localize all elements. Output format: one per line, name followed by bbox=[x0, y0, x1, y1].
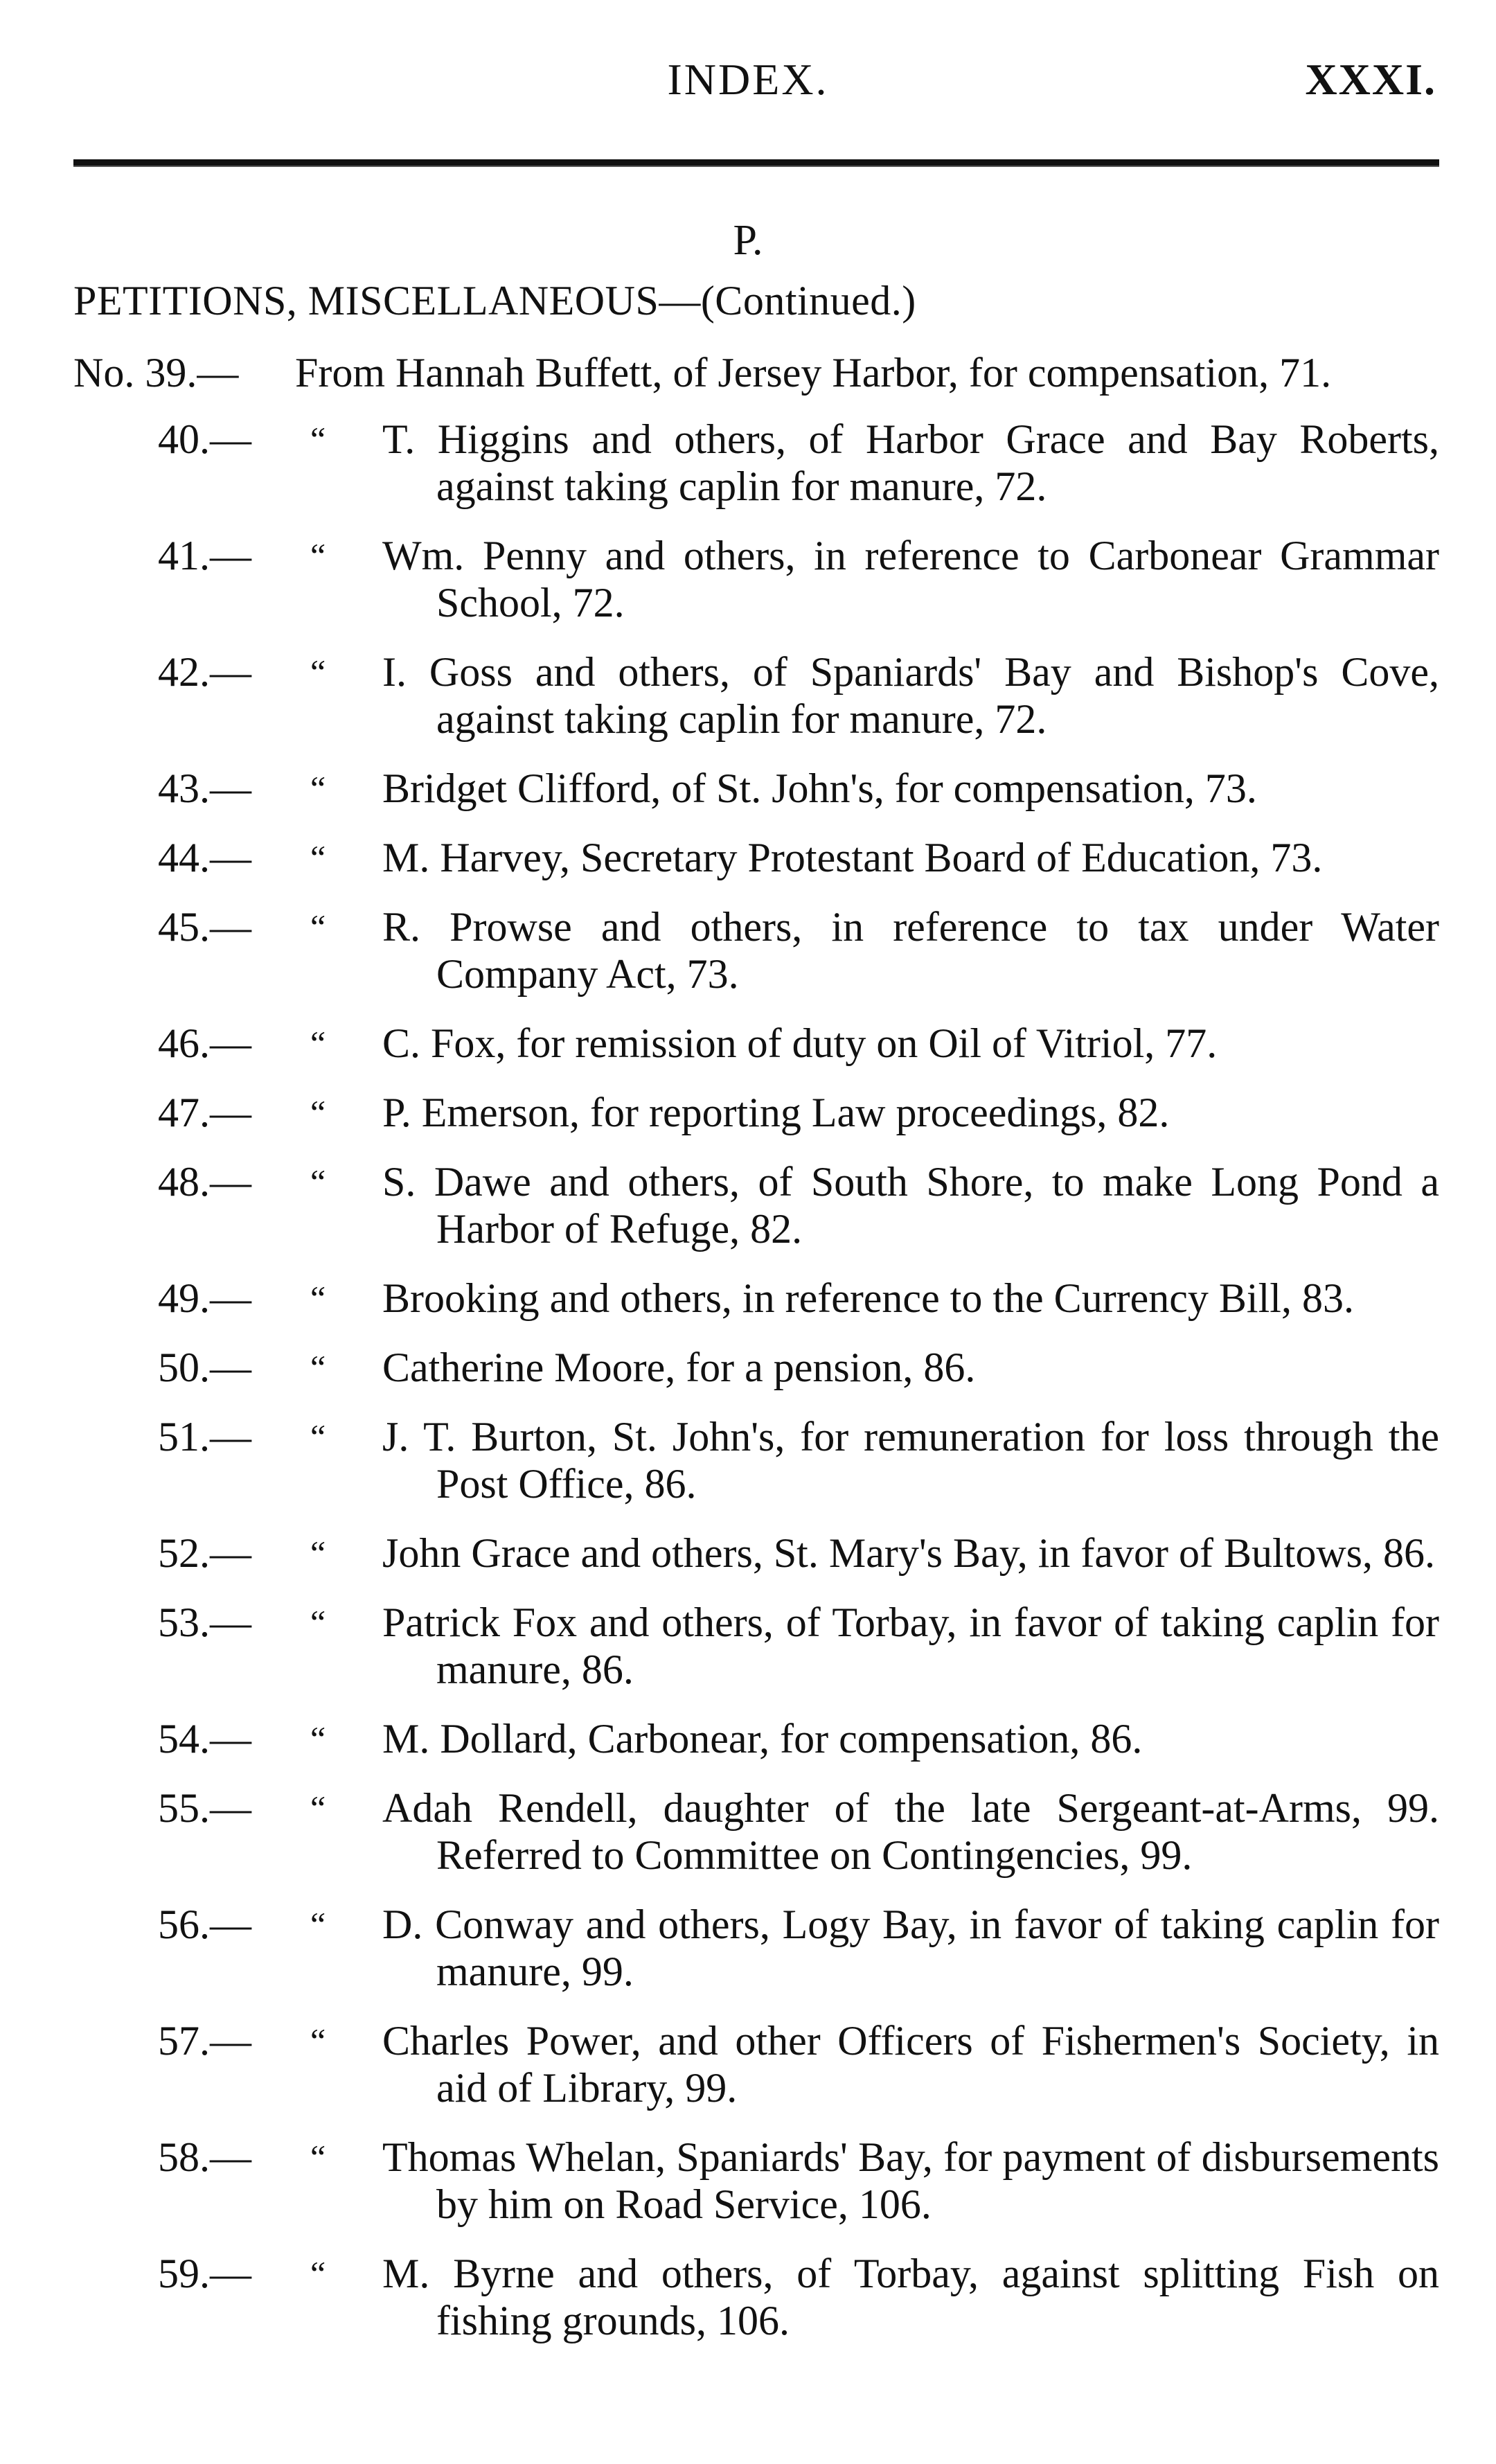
entry-text: J. T. Burton, St. John's, for remuneration for loss through the Post Office, 86. bbox=[382, 1414, 1439, 1507]
entry-number: 40.— bbox=[158, 416, 251, 462]
entry-number: No. 39.— bbox=[73, 350, 239, 396]
index-entry bbox=[0, 1020, 1496, 1067]
entry-number: 55.— bbox=[158, 1785, 251, 1831]
index-entry bbox=[0, 1413, 1496, 1507]
index-entry bbox=[0, 1158, 1496, 1252]
index-entry bbox=[0, 765, 1496, 812]
index-entry bbox=[0, 2250, 1496, 2344]
entry-number: 57.— bbox=[158, 2018, 251, 2064]
entry-text: Wm. Penny and others, in reference to Carbonear Grammar School, 72. bbox=[382, 533, 1439, 626]
page-number: XXXI. bbox=[1305, 55, 1436, 104]
index-entry bbox=[0, 1275, 1496, 1322]
entry-text: Thomas Whelan, Spaniards' Bay, for payment of disbursements by him on Road Service, 106. bbox=[382, 2134, 1439, 2227]
entry-number: 53.— bbox=[158, 1599, 251, 1645]
entry-number: 47.— bbox=[158, 1090, 251, 1135]
index-entry bbox=[0, 2134, 1496, 2228]
entry-text: M. Byrne and others, of Torbay, against splitting Fish on fishing grounds, 106. bbox=[382, 2251, 1439, 2343]
entry-number: 43.— bbox=[158, 765, 251, 811]
ditto-mark: “ bbox=[310, 536, 326, 575]
ditto-mark: “ bbox=[310, 1789, 326, 1827]
index-entries bbox=[0, 416, 1496, 2366]
entry-text: M. Harvey, Secretary Protestant Board of Education, 73. bbox=[382, 835, 1323, 880]
running-title: INDEX. bbox=[667, 55, 829, 104]
entry-text: P. Emerson, for reporting Law proceedings, 82. bbox=[382, 1090, 1170, 1135]
ditto-mark: “ bbox=[310, 1279, 326, 1318]
ditto-mark: “ bbox=[310, 653, 326, 691]
entry-number: 56.— bbox=[158, 1902, 251, 1947]
ditto-mark: “ bbox=[310, 420, 326, 459]
ditto-mark: “ bbox=[310, 1093, 326, 1132]
entry-text: From Hannah Buffett, of Jersey Harbor, for compensation, 71. bbox=[295, 350, 1332, 396]
index-entry bbox=[0, 834, 1496, 881]
ditto-mark: “ bbox=[310, 907, 326, 946]
entry-number: 48.— bbox=[158, 1159, 251, 1205]
entry-text: Charles Power, and other Officers of Fishermen's Society, in aid of Library, 99. bbox=[382, 2018, 1439, 2111]
ditto-mark: “ bbox=[310, 1534, 326, 1572]
entry-number: 52.— bbox=[158, 1530, 251, 1576]
index-entry bbox=[0, 1901, 1496, 1995]
entry-number: 59.— bbox=[158, 2251, 251, 2296]
entry-text: I. Goss and others, of Spaniards' Bay and Bishop's Cove, against taking caplin for manure, 72. bbox=[382, 649, 1439, 742]
index-entry bbox=[0, 1715, 1496, 1762]
ditto-mark: “ bbox=[310, 838, 326, 877]
index-entry-39 bbox=[73, 349, 1439, 396]
entry-text: M. Dollard, Carbonear, for compensation, 86. bbox=[382, 1716, 1143, 1762]
ditto-mark: “ bbox=[310, 1417, 326, 1456]
index-entry bbox=[0, 532, 1496, 626]
index-entry bbox=[0, 1344, 1496, 1391]
entry-number: 50.— bbox=[158, 1345, 251, 1390]
index-entry bbox=[0, 1599, 1496, 1693]
entry-number: 41.— bbox=[158, 533, 251, 578]
ditto-mark: “ bbox=[310, 1348, 326, 1387]
section-letter: P. bbox=[733, 217, 763, 264]
ditto-mark: “ bbox=[310, 2138, 326, 2177]
entry-text: Brooking and others, in reference to the Currency Bill, 83. bbox=[382, 1275, 1354, 1321]
entry-number: 51.— bbox=[158, 1414, 251, 1460]
entry-text: C. Fox, for remission of duty on Oil of Vitriol, 77. bbox=[382, 1020, 1218, 1066]
entry-number: 58.— bbox=[158, 2134, 251, 2180]
entry-number: 49.— bbox=[158, 1275, 251, 1321]
ditto-mark: “ bbox=[310, 1603, 326, 1642]
index-entry bbox=[0, 648, 1496, 743]
header-rule bbox=[73, 159, 1439, 167]
index-entry bbox=[0, 416, 1496, 510]
index-entry bbox=[0, 1089, 1496, 1136]
ditto-mark: “ bbox=[310, 2254, 326, 2293]
entry-text: Bridget Clifford, of St. John's, for compensation, 73. bbox=[382, 765, 1257, 811]
entry-text: S. Dawe and others, of South Shore, to make Long Pond a Harbor of Refuge, 82. bbox=[382, 1159, 1439, 1252]
entry-text: T. Higgins and others, of Harbor Grace and Bay Roberts, against taking caplin for manure, 72. bbox=[382, 416, 1439, 509]
ditto-mark: “ bbox=[310, 1024, 326, 1063]
index-entry bbox=[0, 903, 1496, 998]
entry-number: 45.— bbox=[158, 904, 251, 950]
index-entry bbox=[0, 2017, 1496, 2111]
ditto-mark: “ bbox=[310, 769, 326, 808]
ditto-mark: “ bbox=[310, 1162, 326, 1201]
entry-text: Patrick Fox and others, of Torbay, in favor of taking caplin for manure, 86. bbox=[382, 1599, 1439, 1692]
ditto-mark: “ bbox=[310, 1905, 326, 1944]
running-head bbox=[0, 54, 1496, 109]
entry-number: 54.— bbox=[158, 1716, 251, 1762]
entry-number: 42.— bbox=[158, 649, 251, 695]
entry-text: Catherine Moore, for a pension, 86. bbox=[382, 1345, 976, 1390]
entry-text: John Grace and others, St. Mary's Bay, in favor of Bultows, 86. bbox=[382, 1530, 1436, 1576]
ditto-mark: “ bbox=[310, 1719, 326, 1758]
ditto-mark: “ bbox=[310, 2021, 326, 2060]
entry-number: 44.— bbox=[158, 835, 251, 880]
entry-number: 46.— bbox=[158, 1020, 251, 1066]
entry-text: Adah Rendell, daughter of the late Sergeant-at-Arms, 99. Referred to Committee on Contingencies, 99. bbox=[382, 1785, 1439, 1878]
index-entry bbox=[0, 1784, 1496, 1879]
index-entry bbox=[0, 1530, 1496, 1577]
section-heading: PETITIONS, MISCELLANEOUS—(Continued.) bbox=[73, 278, 916, 323]
entry-text: D. Conway and others, Logy Bay, in favor of taking caplin for manure, 99. bbox=[382, 1902, 1439, 1994]
entry-text: R. Prowse and others, in reference to tax under Water Company Act, 73. bbox=[382, 904, 1439, 997]
